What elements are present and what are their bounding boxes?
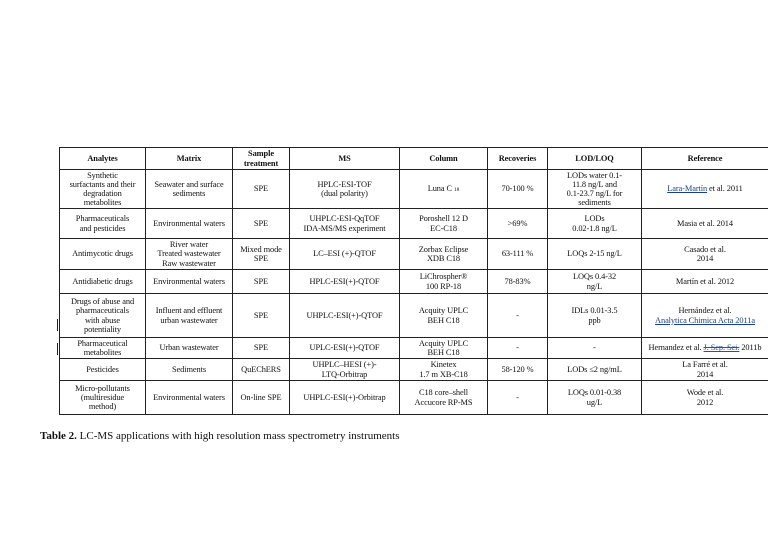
cell-treatment: SPE [233,209,290,239]
caption-label: Table 2. [40,430,77,442]
reference-suffix: et al. 2011 [707,184,743,194]
cell-treatment: Mixed mode SPE [233,239,290,270]
cell-column: Zorbax Eclipse XDB C18 [400,239,488,270]
cell-column: Luna C 18 [400,170,488,209]
cell-recoveries: 63-111 % [488,239,548,270]
cell-matrix: Sediments [146,359,233,381]
table-row [60,294,768,338]
cell-recoveries: 78-83% [488,270,548,294]
table-row [60,170,768,209]
table-row [60,209,768,239]
cell-lod-loq: LOQs 0.4-32 ng/L [548,270,642,294]
cell-column: Acquity UPLC BEH C18 [400,294,488,338]
cell-column: Acquity UPLC BEH C18 [400,338,488,359]
cell-recoveries: 70-100 % [488,170,548,209]
cell-recoveries: - [488,294,548,338]
cell-lod-loq: LOQs 2-15 ng/L [548,239,642,270]
cell-matrix: Seawater and surface sediments [146,170,233,209]
cell-lod-loq: LODs water 0.1- 11.8 ng/L and 0.1-23.7 ng/L for sediments [548,170,642,209]
cell-column: LiChrospher® 100 RP-18 [400,270,488,294]
cell-lod-loq: LODs ≤2 ng/mL [548,359,642,381]
cell-column: C18 core–shell Accucore RP-MS [400,381,488,415]
table-row [60,338,768,359]
header-sample-treatment: Sample treatment [233,148,290,170]
cell-reference: Hernández et al. Analytica Chimica Acta 2011a [642,294,768,338]
cell-treatment: On-line SPE [233,381,290,415]
header-ms: MS [290,148,400,170]
change-bar [57,343,58,355]
cell-matrix: River water Treated wastewater Raw wastewater [146,239,233,270]
cell-matrix: Urban wastewater [146,338,233,359]
cell-reference: Masia et al. 2014 [642,209,768,239]
cell-matrix: Environmental waters [146,270,233,294]
cell-analytes: Micro-pollutants (multiresidue method) [60,381,146,415]
cell-reference: Martín et al. 2012 [642,270,768,294]
reference-link[interactable]: Lara-Martín [667,184,708,194]
cell-lod-loq: LODs 0.02-1.8 ng/L [548,209,642,239]
cell-reference: Hernandez et al. J. Sep. Sci. 2011b [642,338,768,359]
cell-analytes: Drugs of abuse and pharmaceuticals with abuse potentiality [60,294,146,338]
cell-column: Poroshell 12 D EC-C18 [400,209,488,239]
cell-analytes: Synthetic surfactants and their degradation metabolites [60,170,146,209]
cell-lod-loq: IDLs 0.01-3.5 ppb [548,294,642,338]
table-row [60,270,768,294]
header-lod-loq: LOD/LOQ [548,148,642,170]
cell-lod-loq: LOQs 0.01-0.38 ug/L [548,381,642,415]
header-analytes: Analytes [60,148,146,170]
header-reference: Reference [642,148,768,170]
cell-lod-loq: - [548,338,642,359]
cell-column: Kinetex 1.7 m XB-C18 [400,359,488,381]
cell-treatment: SPE [233,270,290,294]
cell-reference [642,170,768,209]
header-recoveries: Recoveries [488,148,548,170]
cell-ms: UHPLC–HESI (+)- LTQ-Orbitrap [290,359,400,381]
cell-ms: UHPLC-ESI-QqTOF IDA-MS/MS experiment [290,209,400,239]
reference-link[interactable]: Analytica Chimica Acta 2011a [655,315,755,325]
cell-analytes: Pharmaceuticals and pesticides [60,209,146,239]
cell-treatment: SPE [233,338,290,359]
cell-ms: UPLC-ESI(+)-QTOF [290,338,400,359]
cell-ms: UHPLC-ESI(+)-Orbitrap [290,381,400,415]
cell-reference: Casado et al. 2014 [642,239,768,270]
cell-ms: HPLC-ESI(+)-QTOF [290,270,400,294]
cell-analytes: Antimycotic drugs [60,239,146,270]
cell-treatment: QuEChERS [233,359,290,381]
cell-treatment: SPE [233,294,290,338]
header-column: Column [400,148,488,170]
cell-matrix: Environmental waters [146,381,233,415]
cell-ms: LC–ESI (+)-QTOF [290,239,400,270]
cell-analytes: Antidiabetic drugs [60,270,146,294]
cell-analytes: Pharmaceutical metabolites [60,338,146,359]
cell-analytes: Pesticides [60,359,146,381]
cell-recoveries: 58-120 % [488,359,548,381]
table-row [60,239,768,270]
cell-recoveries: - [488,338,548,359]
data-table [59,147,768,415]
table-header-row [60,148,768,170]
cell-recoveries: - [488,381,548,415]
reference-link[interactable]: J. Sep. Sci. [703,343,740,353]
caption-text: LC-MS applications with high resolution mass spectrometry instruments [76,430,400,442]
cell-matrix: Influent and effluent urban wastewater [146,294,233,338]
cell-treatment: SPE [233,170,290,209]
cell-reference: La Farré et al. 2014 [642,359,768,381]
table-caption [40,430,400,442]
table-row [60,381,768,415]
header-matrix: Matrix [146,148,233,170]
cell-ms: UHPLC-ESI(+)-QTOF [290,294,400,338]
change-bar [57,319,58,331]
cell-matrix: Environmental waters [146,209,233,239]
table-row [60,359,768,381]
cell-ms: HPLC-ESI-TOF (dual polarity) [290,170,400,209]
cell-recoveries: >69% [488,209,548,239]
cell-reference: Wode et al. 2012 [642,381,768,415]
